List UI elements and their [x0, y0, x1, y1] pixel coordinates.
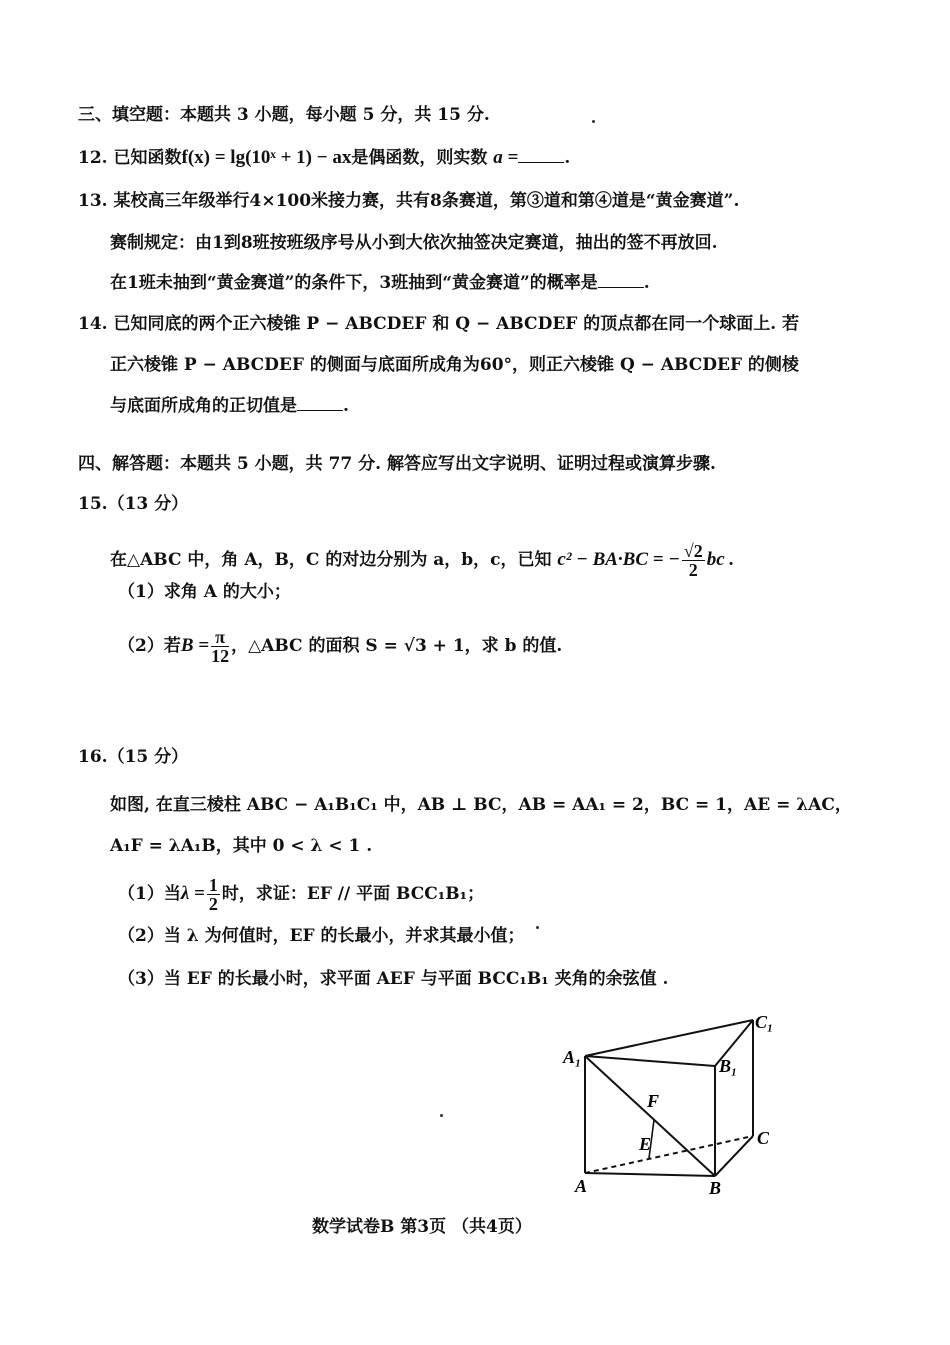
page-footer: 数学试卷B 第3页 （共4页） [312, 1217, 532, 1237]
q12-end: . [564, 148, 571, 168]
label-a: A [575, 1176, 588, 1196]
q14-number: 14. [78, 314, 108, 334]
q15-p2-den: 12 [211, 646, 230, 666]
q15-p2-post: ，△ABC 的面积 S = √3 + 1，求 b 的值. [231, 636, 563, 656]
q16-line1: 如图, 在直三棱柱 ABC − A₁B₁C₁ 中，AB ⊥ BC，AB = AA₁ = 2，BC = 1，AE = λAC， [110, 795, 852, 815]
q13-end: . [643, 273, 650, 293]
q15-number: 15.（13 分） [78, 494, 189, 514]
scan-speck [440, 1114, 443, 1117]
q15-stem [110, 538, 734, 582]
q15-p2-pre: （2）若 [118, 636, 181, 656]
scan-speck [536, 926, 539, 929]
q14-line3: 与底面所成角的正切值是 [110, 396, 297, 416]
q12-answer-blank[interactable] [518, 146, 564, 163]
q16-p1-pre: （1）当 [118, 884, 181, 904]
q13-line3: 在1班未抽到“黄金赛道”的条件下，3班抽到“黄金赛道”的概率是 [110, 273, 598, 293]
q16-part3: （3）当 EF 的长最小时，求平面 AEF 与平面 BCC₁B₁ 夹角的余弦值 . [118, 969, 669, 989]
question-14-line3 [110, 394, 349, 418]
edge-a1-b1 [585, 1056, 715, 1066]
q14-line2: 正六棱锥 P − ABCDEF 的侧面与底面所成角为60°，则正六棱锥 Q − ABCDEF 的侧棱 [110, 355, 799, 375]
q16-p1-num: 1 [208, 875, 218, 895]
edge-b-c [715, 1136, 753, 1176]
q15-stem-expr: c² − BA·BC = − [557, 549, 680, 570]
q13-number: 13. [78, 191, 108, 211]
q16-line2: A₁F = λA₁B，其中 0 < λ < 1 . [110, 836, 373, 856]
q15-part1: （1）求角 A 的大小； [118, 582, 291, 602]
q16-one-half [207, 876, 220, 913]
question-12 [78, 146, 570, 170]
label-e: E [639, 1134, 652, 1154]
label-a1: A₁ [563, 1047, 582, 1067]
q15-pi-over-12 [211, 628, 229, 665]
q12-var: a = [493, 147, 519, 168]
q14-end: . [343, 396, 349, 416]
q15-p2-num: π [211, 628, 229, 647]
q14-line1: 已知同底的两个正六棱锥 P − ABCDEF 和 Q − ABCDEF 的顶点都在同一个球面上. 若 [113, 314, 800, 334]
label-b: B [709, 1178, 722, 1198]
q16-p1-lam: λ = [180, 883, 205, 904]
q15-p2-b: B = [180, 635, 210, 656]
q13-answer-blank[interactable] [598, 271, 644, 288]
q16-p1-den: 2 [208, 894, 218, 914]
prism-figure [555, 1008, 795, 1203]
q15-stem-end: bc . [706, 549, 735, 570]
q15-frac-num: √2 [683, 541, 703, 561]
q15-sqrt2-over-2 [682, 542, 705, 579]
label-f: F [647, 1091, 660, 1111]
label-c1: C₁ [755, 1012, 774, 1032]
question-13-line3 [110, 271, 650, 295]
q16-part1 [118, 872, 484, 916]
q13-line2: 赛制规定：由1到8班按班级序号从小到大依次抽签决定赛道，抽出的签不再放回. [110, 233, 718, 253]
q12-number: 12. [78, 148, 108, 168]
q16-p1-post: 时，求证：EF // 平面 BCC₁B₁； [221, 884, 485, 904]
q12-function: f(x) = lg(10ˣ + 1) − ax [181, 147, 352, 168]
q16-part2: （2）当 λ 为何值时，EF 的长最小，并求其最小值； [118, 926, 525, 946]
q15-part2 [118, 624, 562, 668]
edge-a-b [585, 1173, 715, 1176]
scan-speck [592, 120, 595, 123]
q15-stem-pre: 在△ABC 中，角 A，B，C 的对边分别为 a，b，c，已知 [110, 550, 552, 570]
section4-title: 四、解答题：本题共 5 小题，共 77 分. 解答应写出文字说明、证明过程或演算步骤. [78, 454, 716, 474]
q16-number: 16.（15 分） [78, 747, 189, 767]
q15-frac-den: 2 [688, 560, 698, 580]
question-13-line1 [78, 189, 739, 213]
q12-mid: 是偶函数，则实数 [351, 148, 488, 168]
edge-a-c-hidden [585, 1136, 753, 1173]
q14-answer-blank[interactable] [297, 394, 343, 411]
label-b1: B₁ [719, 1056, 738, 1076]
label-c: C [757, 1128, 770, 1148]
q13-line1: 某校高三年级举行4×100米接力赛，共有8条赛道，第③道和第④道是“黄金赛道”. [113, 191, 740, 211]
question-14-line1 [78, 312, 799, 336]
section3-title: 三、填空题：本题共 3 小题，每小题 5 分，共 15 分. [78, 105, 490, 125]
q12-pre: 已知函数 [113, 148, 182, 168]
